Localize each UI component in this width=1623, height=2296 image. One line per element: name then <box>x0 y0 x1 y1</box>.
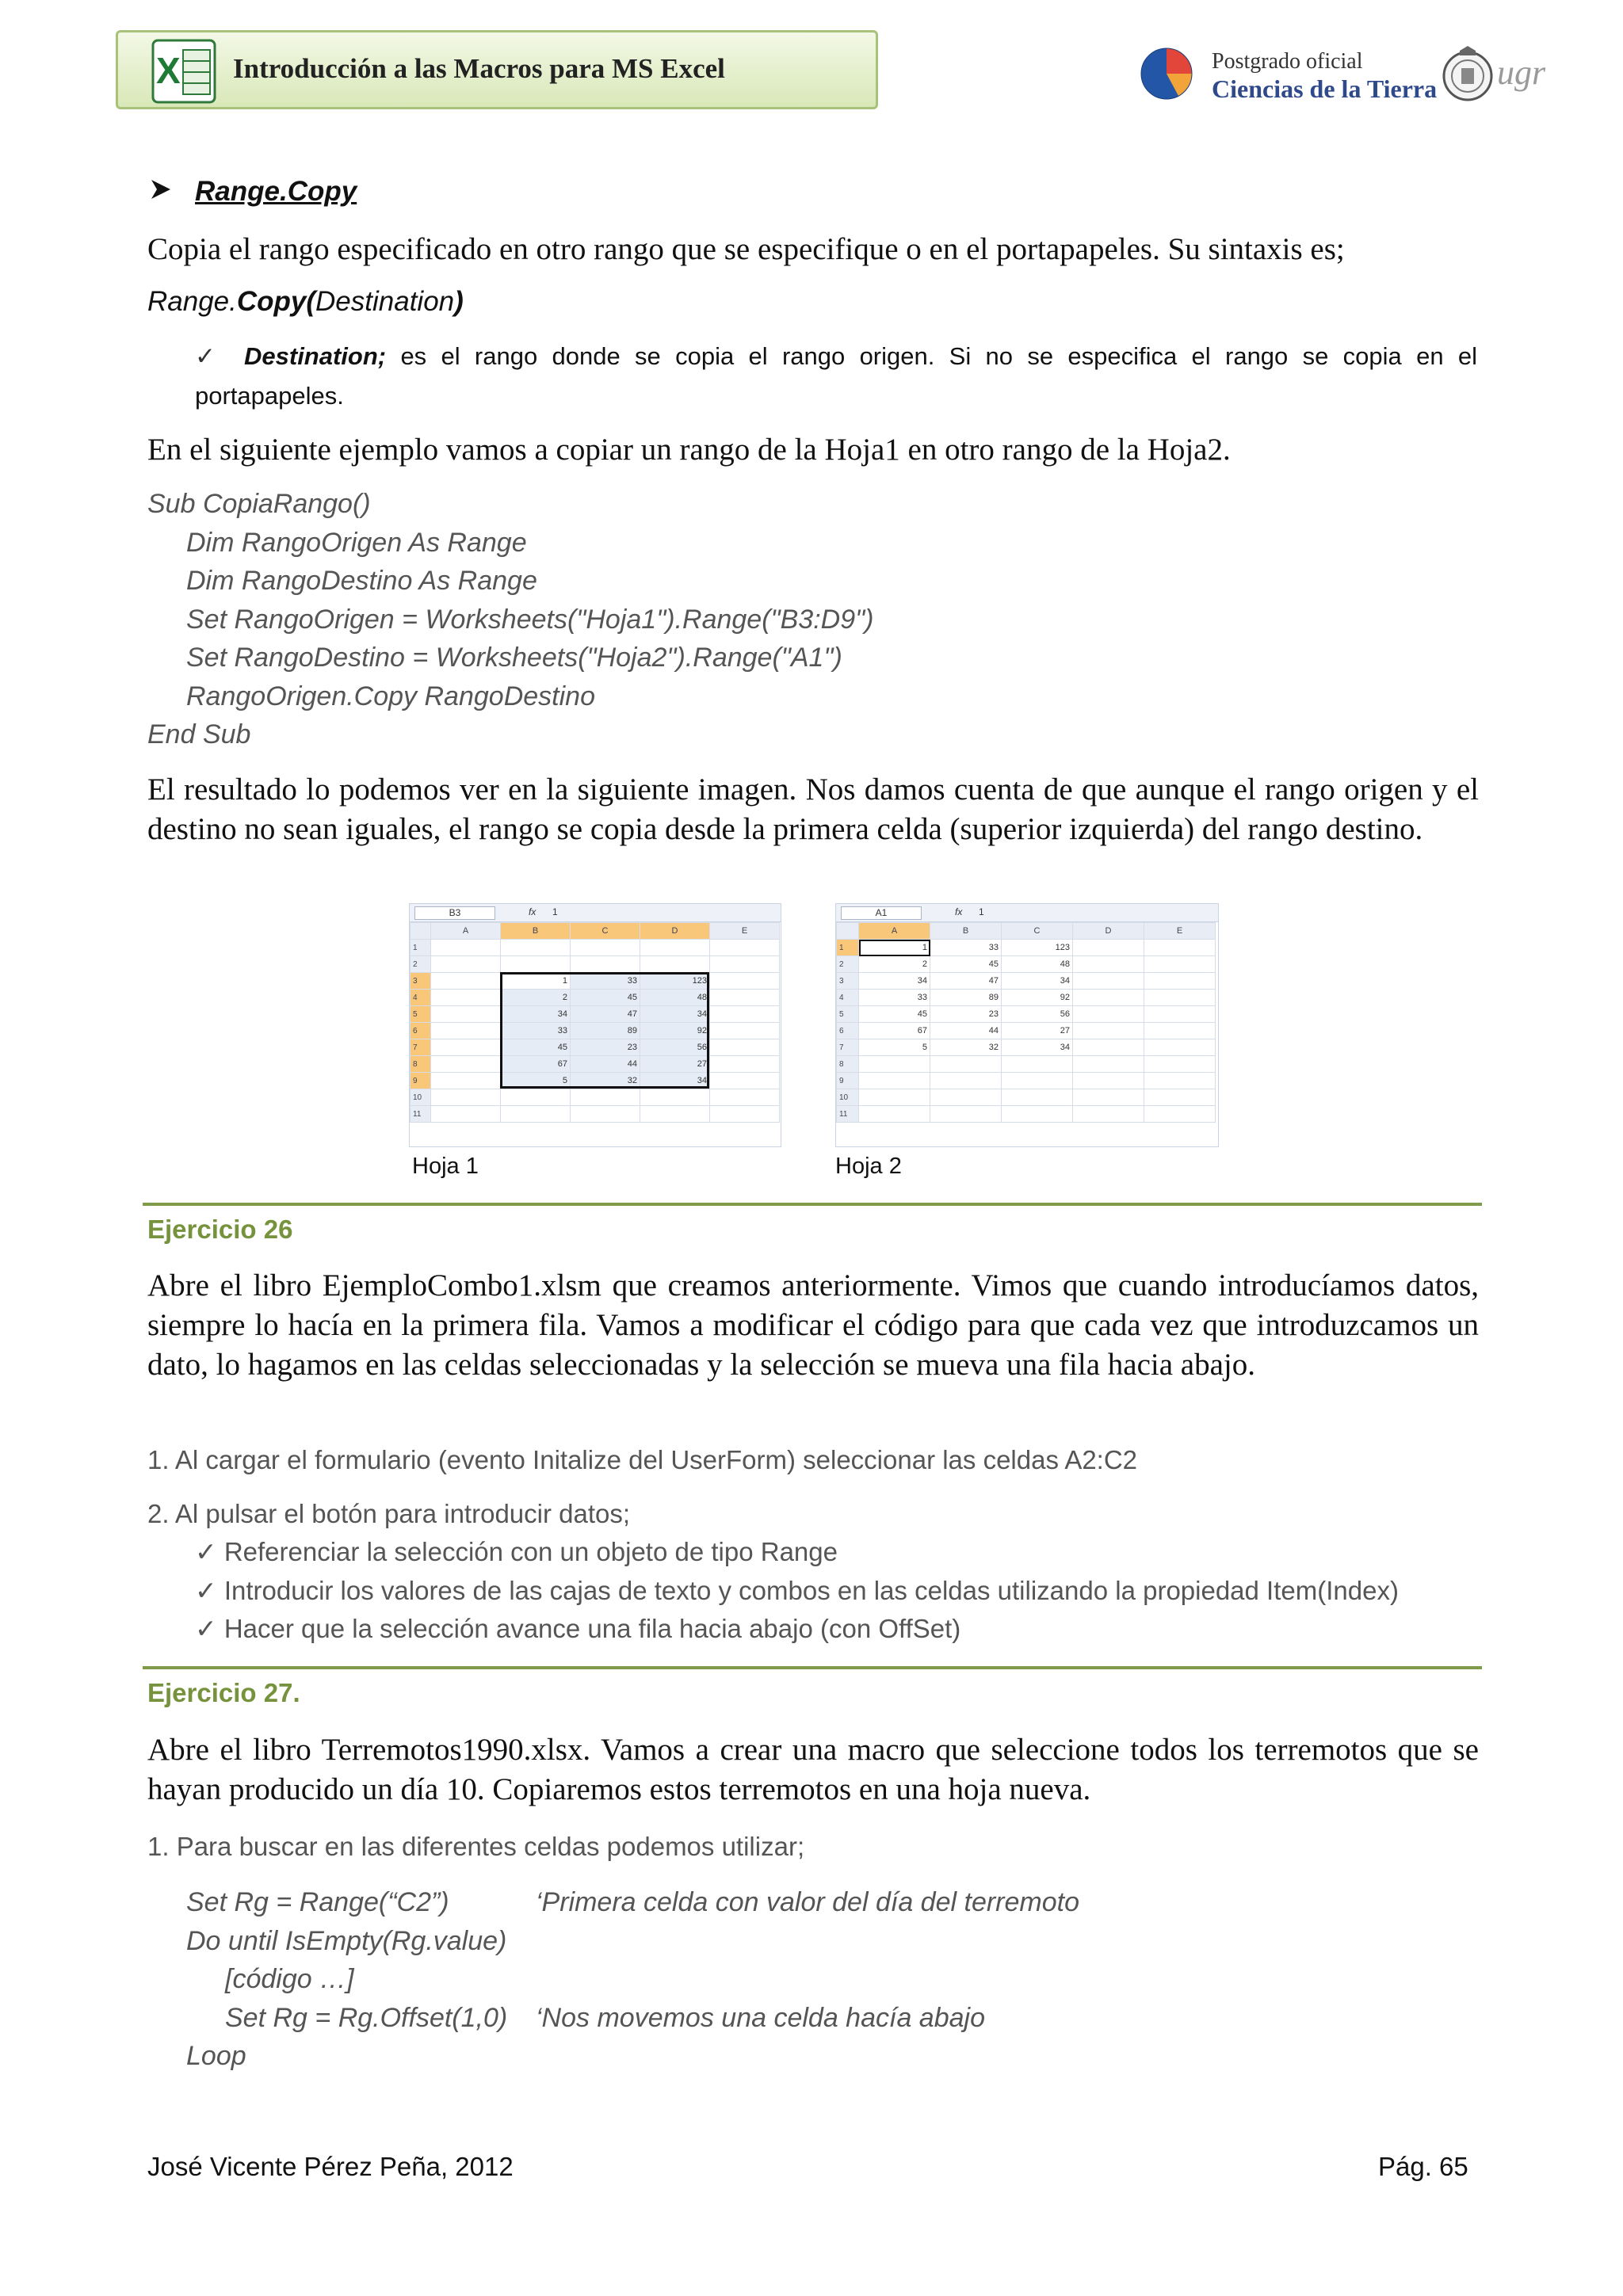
syntax-argument: Destination <box>315 286 455 317</box>
cell <box>1002 1073 1073 1089</box>
cell <box>710 1039 780 1056</box>
cell <box>431 1056 501 1073</box>
table-row <box>411 956 780 973</box>
cell: 23 <box>930 1006 1002 1023</box>
section-title: Range.Copy <box>195 176 357 207</box>
svg-text:X: X <box>156 50 181 91</box>
list-item: ✓ Introducir los valores de las cajas de texto y combos en las celdas utilizando la propiedad Item(Index) <box>195 1575 1399 1605</box>
cell <box>1144 1023 1216 1039</box>
checkmark-icon: ✓ <box>195 1575 224 1605</box>
checkmark-icon: ✓ <box>195 1537 224 1566</box>
cell <box>1144 956 1216 973</box>
fx-icon: fx <box>529 906 537 917</box>
cell: 45 <box>501 1039 571 1056</box>
cell <box>710 1023 780 1039</box>
cell: 48 <box>640 990 710 1006</box>
table-row <box>837 940 1216 956</box>
cell <box>1144 1106 1216 1123</box>
table-row <box>837 1073 1216 1089</box>
cell: 123 <box>640 973 710 990</box>
cell: 33 <box>501 1023 571 1039</box>
table-row <box>837 1089 1216 1106</box>
cell <box>1002 1056 1073 1073</box>
institution-logos <box>1139 44 1551 116</box>
cell <box>1144 973 1216 990</box>
cell <box>1144 1006 1216 1023</box>
exercise-27-text: Abre el libro Terremotos1990.xlsx. Vamos a crear una macro que seleccione todos los terremotos que se hayan producido un día 10. Copiaremos estos terremotos en una hoja nueva. <box>147 1733 1479 1806</box>
cell: 33 <box>571 973 640 990</box>
cell: 34 <box>501 1006 571 1023</box>
cell <box>859 1073 930 1089</box>
cell <box>930 1089 1002 1106</box>
syntax-line <box>147 286 464 318</box>
spreadsheet-hoja2 <box>835 903 1219 1147</box>
column-header: A <box>431 923 501 940</box>
postgrado-name: Ciencias de la Tierra <box>1212 74 1438 103</box>
cell <box>431 1039 501 1056</box>
parameter-bullet <box>195 337 1477 416</box>
row-header: 6 <box>837 1023 859 1039</box>
header-banner <box>116 30 878 109</box>
cell: 5 <box>501 1073 571 1089</box>
table-row <box>411 1006 780 1023</box>
cell <box>431 990 501 1006</box>
row-header: 2 <box>411 956 431 973</box>
cell <box>431 1006 501 1023</box>
cell <box>1073 1056 1144 1073</box>
example-intro: En el siguiente ejemplo vamos a copiar un rango de la Hoja1 en otro rango de la Hoja2. <box>147 433 1231 467</box>
exercise-26-title: Ejercicio 26 <box>147 1215 293 1244</box>
cell <box>571 1106 640 1123</box>
syntax-method: Copy( <box>236 286 316 317</box>
table-row <box>837 1006 1216 1023</box>
caption-hoja1: Hoja 1 <box>412 1154 479 1179</box>
table-row <box>837 1039 1216 1056</box>
cell: 47 <box>930 973 1002 990</box>
cell: 44 <box>930 1023 1002 1039</box>
row-header: 4 <box>411 990 431 1006</box>
formula-bar <box>836 904 1218 922</box>
table-row <box>411 1073 780 1089</box>
row-header: 7 <box>837 1039 859 1056</box>
cell: 32 <box>571 1073 640 1089</box>
checkmark-icon: ✓ <box>195 342 216 370</box>
table-row <box>411 1106 780 1123</box>
column-header: D <box>1073 923 1144 940</box>
formula-bar <box>410 904 781 922</box>
cell <box>710 1056 780 1073</box>
cell: 32 <box>930 1039 1002 1056</box>
row-header: 8 <box>411 1056 431 1073</box>
cell <box>431 1106 501 1123</box>
row-header: 11 <box>411 1106 431 1123</box>
cell <box>1144 1073 1216 1089</box>
footer-page-number: Pág. 65 <box>1378 2152 1468 2181</box>
syntax-prefix: Range. <box>147 286 237 317</box>
cell <box>431 940 501 956</box>
row-header: 6 <box>411 1023 431 1039</box>
row-header: 1 <box>837 940 859 956</box>
cell-grid <box>410 922 780 1123</box>
cell: 56 <box>1002 1006 1073 1023</box>
exercise-27-step1: 1. Para buscar en las diferentes celdas podemos utilizar; <box>147 1832 805 1861</box>
exercise-26-step2: 2. Al pulsar el botón para introducir datos; <box>147 1499 631 1528</box>
cell: 33 <box>930 940 1002 956</box>
cell: 34 <box>1002 973 1073 990</box>
cell <box>710 940 780 956</box>
code-block-terremotos <box>147 1883 1336 2076</box>
formula-value: 1 <box>552 906 558 917</box>
checkmark-icon: ✓ <box>195 1614 224 1643</box>
row-header: 8 <box>837 1056 859 1073</box>
cell <box>1073 1023 1144 1039</box>
cell <box>640 940 710 956</box>
footer-author: José Vicente Pérez Peña, 2012 <box>147 2152 514 2181</box>
exercise-26-step1: 1. Al cargar el formulario (evento Initalize del UserForm) seleccionar las celdas A2:C2 <box>147 1445 1138 1474</box>
table-row <box>837 1056 1216 1073</box>
cell <box>930 1106 1002 1123</box>
postgrado-label: Postgrado oficial <box>1212 49 1363 74</box>
fx-icon: fx <box>955 906 963 917</box>
cell <box>640 1106 710 1123</box>
cell: 92 <box>640 1023 710 1039</box>
table-row <box>411 1023 780 1039</box>
cell <box>1144 940 1216 956</box>
exercise-26-text: Abre el libro EjemploCombo1.xlsm que creamos anteriormente. Vimos que cuando introducíamos datos, siempre lo hacía en la primera fila. Vamos a modificar el código para que cada vez que introduzcamos un dato, lo hagamos en las celdas seleccionadas y la selección se mueva una fila hacia abajo. <box>147 1268 1479 1382</box>
row-header: 10 <box>411 1089 431 1106</box>
cell: 27 <box>1002 1023 1073 1039</box>
cell <box>640 956 710 973</box>
row-header: 5 <box>411 1006 431 1023</box>
cell <box>501 956 571 973</box>
cell: 2 <box>501 990 571 1006</box>
cell <box>501 940 571 956</box>
cell <box>1002 1106 1073 1123</box>
cell: 45 <box>571 990 640 1006</box>
table-row <box>411 990 780 1006</box>
code-line: Do until IsEmpty(Rg.value) <box>186 1925 507 1956</box>
column-header: E <box>710 923 780 940</box>
section-divider <box>143 1203 1482 1206</box>
row-header: 3 <box>411 973 431 990</box>
cell: 48 <box>1002 956 1073 973</box>
column-header: A <box>859 923 930 940</box>
cell: 23 <box>571 1039 640 1056</box>
table-row <box>411 1039 780 1056</box>
cell <box>571 940 640 956</box>
cell: 27 <box>640 1056 710 1073</box>
code-line: RangoOrigen.Copy RangoDestino <box>186 681 595 711</box>
intro-paragraph: Copia el rango especificado en otro rango que se especifique o en el portapapeles. Su sintaxis es; <box>147 232 1345 266</box>
cell-grid <box>836 922 1216 1123</box>
cell <box>1144 990 1216 1006</box>
cell <box>1073 1089 1144 1106</box>
cell <box>571 956 640 973</box>
cell <box>431 956 501 973</box>
cell: 1 <box>859 940 930 956</box>
row-header: 3 <box>837 973 859 990</box>
formula-value: 1 <box>979 906 984 917</box>
result-paragraph: El resultado lo podemos ver en la siguiente imagen. Nos damos cuenta de que aunque el rango origen y el destino no sean iguales, el rango se copia desde la primera celda (superior izquierda) del rango destino. <box>147 772 1479 846</box>
row-header: 10 <box>837 1089 859 1106</box>
code-block-copiarango <box>147 485 1257 754</box>
cell: 45 <box>930 956 1002 973</box>
cell: 1 <box>501 973 571 990</box>
table-row <box>411 1089 780 1106</box>
table-row <box>837 1106 1216 1123</box>
row-header: 9 <box>411 1073 431 1089</box>
row-header: 2 <box>837 956 859 973</box>
exercise-27-title: Ejercicio 27. <box>147 1678 300 1707</box>
cell <box>710 990 780 1006</box>
row-header: 4 <box>837 990 859 1006</box>
cell: 34 <box>640 1073 710 1089</box>
cell <box>431 973 501 990</box>
cell <box>710 1089 780 1106</box>
cell <box>930 1073 1002 1089</box>
table-row <box>411 1056 780 1073</box>
cell <box>1073 1006 1144 1023</box>
cell <box>710 1073 780 1089</box>
cell: 89 <box>930 990 1002 1006</box>
row-header: 11 <box>837 1106 859 1123</box>
cell <box>640 1089 710 1106</box>
name-box: B3 <box>414 906 495 920</box>
cell <box>859 1089 930 1106</box>
cell: 67 <box>859 1023 930 1039</box>
cell: 34 <box>640 1006 710 1023</box>
list-item: ✓ Referenciar la selección con un objeto de tipo Range <box>195 1537 838 1566</box>
cell <box>859 1106 930 1123</box>
parameter-name: Destination; <box>244 342 387 370</box>
cell <box>431 1089 501 1106</box>
cell: 89 <box>571 1023 640 1039</box>
document-header-title: Introducción a las Macros para MS Excel <box>233 53 725 84</box>
cell <box>1073 1106 1144 1123</box>
cell <box>1144 1056 1216 1073</box>
cell <box>1144 1089 1216 1106</box>
parameter-description: es el rango donde se copia el rango origen. Si no se especifica el rango se copia en el portapapeles. <box>195 342 1477 410</box>
cell <box>1073 990 1144 1006</box>
table-row <box>411 940 780 956</box>
syntax-close: ) <box>454 286 464 317</box>
code-line: Dim RangoDestino As Range <box>186 566 537 596</box>
select-all-corner <box>837 923 859 940</box>
row-header: 7 <box>411 1039 431 1056</box>
code-line: Loop <box>186 2041 246 2071</box>
row-header: 9 <box>837 1073 859 1089</box>
code-comment: ‘Nos movemos una celda hacía abajo <box>536 2002 985 2033</box>
cell: 34 <box>859 973 930 990</box>
arrow-bullet-icon <box>149 177 173 201</box>
cell: 123 <box>1002 940 1073 956</box>
cell <box>1073 940 1144 956</box>
name-box: A1 <box>841 906 922 920</box>
code-line: Set RangoDestino = Worksheets("Hoja2").Range("A1") <box>186 643 842 673</box>
row-header: 5 <box>837 1006 859 1023</box>
cell <box>1073 956 1144 973</box>
caption-hoja2: Hoja 2 <box>835 1154 902 1179</box>
cell: 5 <box>859 1039 930 1056</box>
cell <box>1073 973 1144 990</box>
table-row <box>837 990 1216 1006</box>
spreadsheet-hoja1 <box>409 903 781 1147</box>
cell <box>710 1006 780 1023</box>
select-all-corner <box>411 923 431 940</box>
table-row <box>411 973 780 990</box>
ugr-logo: ugr <box>1497 53 1546 92</box>
code-line: Dim RangoOrigen As Range <box>186 527 527 558</box>
cell: 34 <box>1002 1039 1073 1056</box>
cell <box>1002 1089 1073 1106</box>
university-crest-icon <box>1440 44 1495 105</box>
cell <box>710 1106 780 1123</box>
cell <box>1144 1039 1216 1056</box>
cell: 67 <box>501 1056 571 1073</box>
cell <box>1073 1039 1144 1056</box>
cell: 92 <box>1002 990 1073 1006</box>
cell: 56 <box>640 1039 710 1056</box>
cell <box>710 973 780 990</box>
cell: 47 <box>571 1006 640 1023</box>
column-header: E <box>1144 923 1216 940</box>
cell <box>501 1089 571 1106</box>
section-divider <box>143 1666 1482 1669</box>
cell <box>710 956 780 973</box>
table-row <box>837 1023 1216 1039</box>
code-line: [código …] <box>225 1964 354 1994</box>
cell: 33 <box>859 990 930 1006</box>
cell <box>1073 1073 1144 1089</box>
excel-logo-icon <box>151 39 216 104</box>
cell <box>930 1056 1002 1073</box>
cell <box>571 1089 640 1106</box>
cell <box>501 1106 571 1123</box>
table-row <box>837 956 1216 973</box>
code-comment: ‘Primera celda con valor del día del terremoto <box>536 1887 1079 1917</box>
column-header: D <box>640 923 710 940</box>
cell <box>431 1023 501 1039</box>
cell: 2 <box>859 956 930 973</box>
column-header: B <box>501 923 571 940</box>
exercise-26-checklist <box>195 1533 1495 1649</box>
cell: 45 <box>859 1006 930 1023</box>
cell <box>431 1073 501 1089</box>
column-header: C <box>1002 923 1073 940</box>
row-header: 1 <box>411 940 431 956</box>
cell <box>859 1056 930 1073</box>
code-line: Set RangoOrigen = Worksheets("Hoja1").Range("B3:D9") <box>186 604 874 635</box>
code-line: Set Rg = Rg.Offset(1,0) ‘Nos movemos una celda hacía abajo <box>147 1999 1336 2038</box>
code-line: Sub CopiaRango() <box>147 489 371 519</box>
globe-logo-icon <box>1139 46 1194 101</box>
code-line: Set Rg = Range(“C2”) ‘Primera celda con valor del día del terremoto <box>147 1883 1336 1922</box>
code-line: End Sub <box>147 719 251 749</box>
column-header: B <box>930 923 1002 940</box>
column-header: C <box>571 923 640 940</box>
list-item: ✓ Hacer que la selección avance una fila hacia abajo (con OffSet) <box>195 1614 961 1643</box>
table-row <box>837 973 1216 990</box>
cell: 44 <box>571 1056 640 1073</box>
